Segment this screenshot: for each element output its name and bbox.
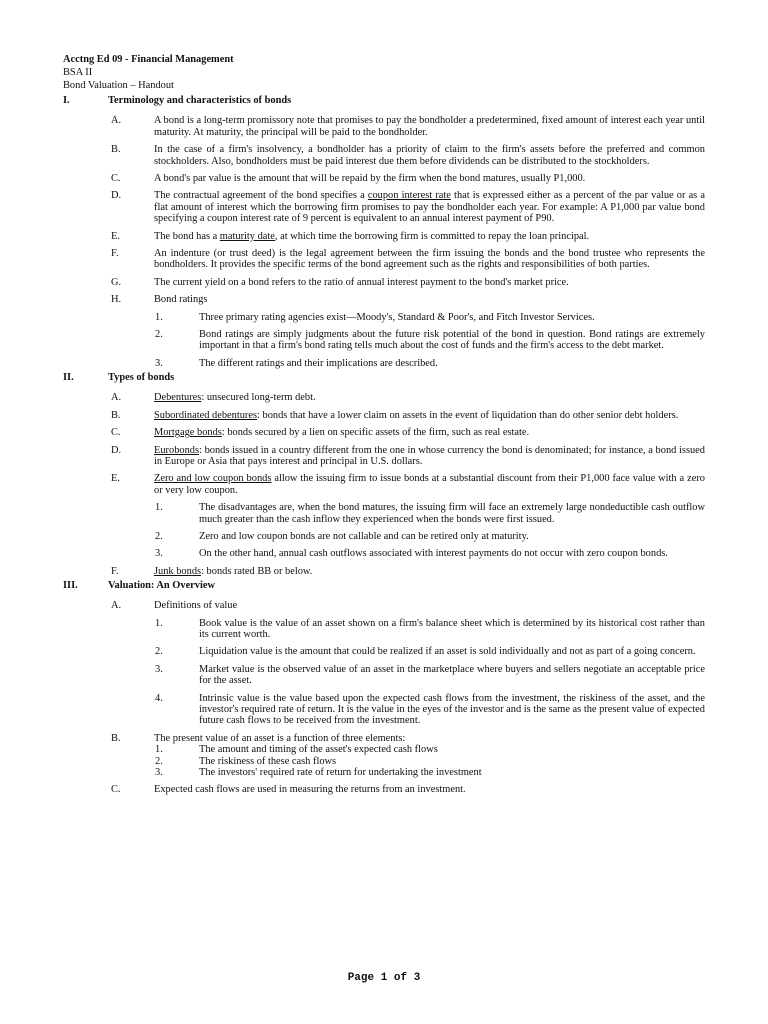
section-heading: I. Terminology and characteristics of bonds [63,95,292,107]
document-header [63,54,705,92]
list-item: C. A bond's par value is the amount that will be repaid by the firm when the bond matures, usually P1,000. [111,173,586,185]
class-label: BSA II [63,66,93,78]
list-item: B. Subordinated debentures: bonds that have a lower claim on assets in the event of liquidation than do other senior debt holders. [111,409,679,421]
list-item: A. Definitions of value [111,600,238,612]
sub-item: 4. Intrinsic value is the value based upon the expected cash flows from the investment, the riskiness of the asset, and the investor's required rate of return. It is the value in the eyes of the investor and is the same as the present value of expected future cash flows to be received from the investment. [155,692,705,727]
term-coupon-interest-rate: coupon interest rate [367,190,451,202]
list-item: F. Junk bonds: bonds rated BB or below. [111,565,313,577]
sub-item: 1. Book value is the value of an asset shown on a firm's balance sheet which is determined by its historical cost rather than its current worth. [155,617,705,640]
sub-item: 3. Market value is the observed value of an asset in the marketplace where buyers and sellers negotiate an acceptable price for the asset. [155,663,705,687]
sub-item: 1. The disadvantages are, when the bond matures, the issuing firm will face an extremely large nondeductible cash outflow much greater than the cash inflow they experienced when the bonds were first issued. [155,502,705,525]
list-item: G. The current yield on a bond refers to the ratio of annual interest payment to the bond's market price. [111,276,569,288]
list-item: B. The present value of an asset is a function of three elements: [111,732,406,744]
sub-item: 2. Liquidation value is the amount that could be realized if an asset is sold individually and not as part of a going concern. [155,646,696,658]
section-heading: II. Types of bonds [63,372,175,384]
term-maturity-date: maturity date [219,230,275,242]
sub-item: 3. The different ratings and their implications are described. [155,357,438,369]
section-heading: III. Valuation: An Overview [63,580,215,592]
list-item: H. Bond ratings [111,294,208,306]
list-item: C. Mortgage bonds: bonds secured by a lien on specific assets of the firm, such as real estate. [111,427,530,439]
list-item: F. An indenture (or trust deed) is the legal agreement between the firm issuing the bonds and the bond trustee who represents the bondholders. It provides the specific terms of the bond agreement such as the rights and responsibilities of both parties. [111,248,705,271]
list-item: C. Expected cash flows are used in measuring the returns from an investment. [111,784,466,796]
list-item: B. In the case of a firm's insolvency, a bondholder has a priority of claim to the firm's assets before the preferred and common stockholders. Also, bondholders must be paid interest due them before dividends can be distributed to the stockholders. [111,144,705,167]
list-item: A. Debentures: unsecured long-term debt. [111,392,316,404]
sub-item: 3. On the other hand, annual cash outflows associated with interest payments do not occur with zero coupon bonds. [155,548,668,560]
course-title: Acctng Ed 09 - Financial Management [63,54,234,65]
page-number: Page 1 of 3 [347,972,421,984]
list-item: D. The contractual agreement of the bond specifies a coupon interest rate that is expressed either as a percent of the par value or as a flat amount of interest which the borrowing firm promises to pay the bondholder each year. For example: A P1,000 par value bond specifying a coupon interest rate of 9 percent is equivalent to an annual interest payment of P90. [111,190,705,225]
list-item: A. A bond is a long-term promissory note that promises to pay the bondholder a predetermined, fixed amount of interest each year until maturity. At maturity, the principal will be paid to the bondholder. [111,115,705,138]
list-item: D. Eurobonds: bonds issued in a country different from the one in whose currency the bond is denominated; for instance, a bond issued in Europe or Asia that pays interest and principal in U.S. dollars. [111,444,705,467]
handout-title: Bond Valuation – Handout [63,79,174,91]
list-item: E. Zero and low coupon bonds allow the issuing firm to issue bonds at a substantial discount from their P1,000 face value with a zero or very low coupon. [111,473,705,496]
list-item: E. The bond has a maturity date, at which time the borrowing firm is committed to repay the loan principal. [111,230,590,242]
document-page [63,54,705,796]
sub-item: 1. Three primary rating agencies exist—Moody's, Standard & Poor's, and Fitch Investor Services. [155,311,595,323]
sub-item: 1. The amount and timing of the asset's expected cash flows [155,744,438,756]
sub-item: 2. Zero and low coupon bonds are not callable and can be retired only at maturity. [155,530,529,542]
sub-item: 2. The riskiness of these cash flows [155,755,337,767]
sub-item: 3. The investors' required rate of return for undertaking the investment [155,767,482,779]
sub-item: 2. Bond ratings are simply judgments about the future risk potential of the bond in question. Bond ratings are extremely important in that a firm's bond rating tells much about the cost of funds and the firm's access to the debt market. [155,329,705,352]
